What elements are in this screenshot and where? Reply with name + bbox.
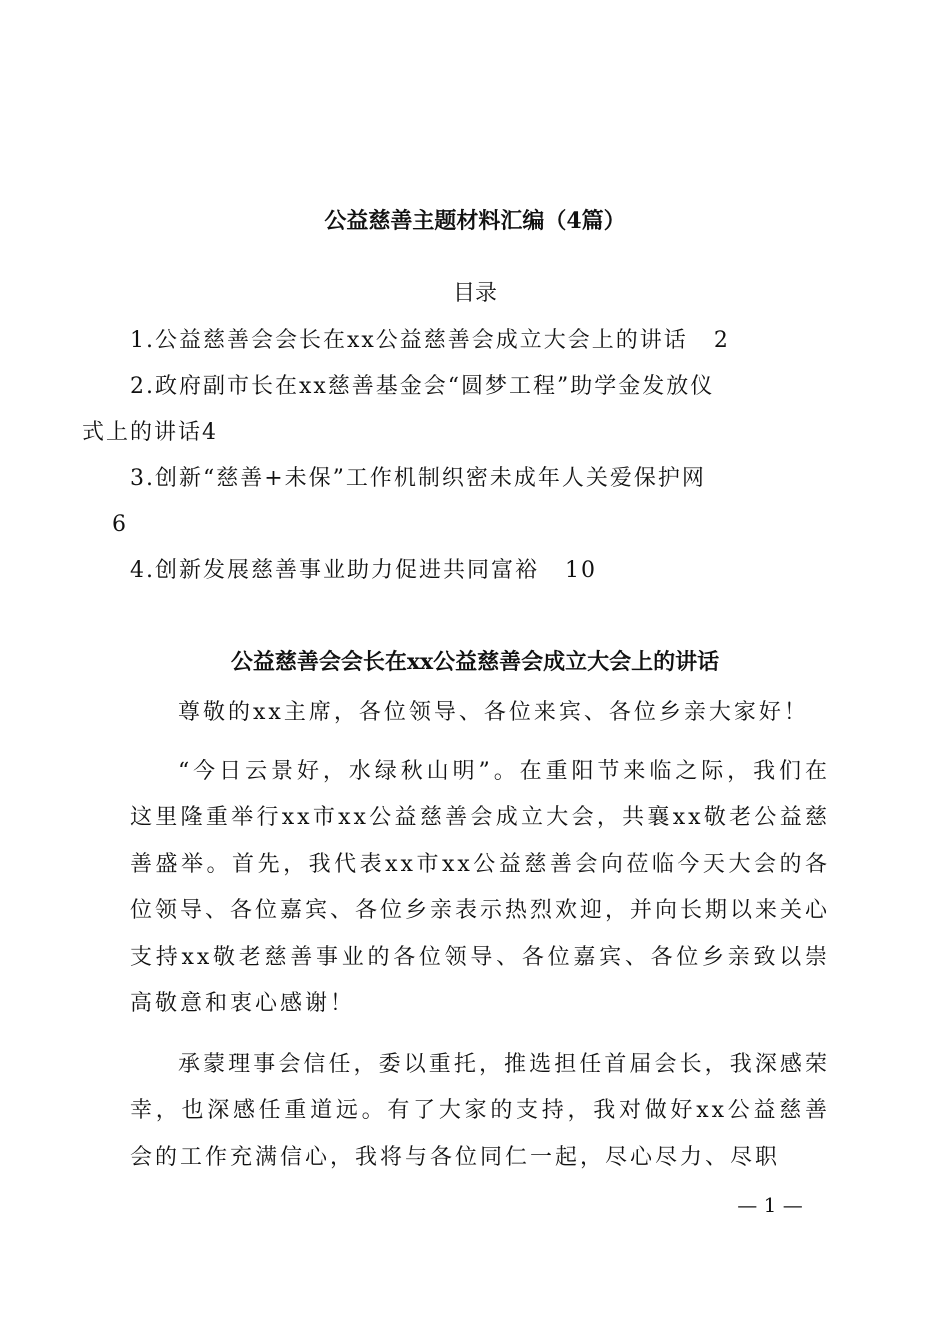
toc-entry-title: 4.创新发展慈善事业助力促进共同富裕: [130, 558, 539, 583]
toc-entry[interactable]: [130, 320, 830, 366]
paragraph: 承蒙理事会信任，委以重托，推选担任首届会长，我深感荣幸，也深感任重道远。有了大家的支持，我对做好xx公益慈善会的工作充满信心，我将与各位同仁一起，尽心尽力、尽职: [130, 1051, 830, 1170]
toc-entry[interactable]: [82, 366, 830, 458]
section-title: 公益慈善会会长在xx公益慈善会成立大会上的讲话: [230, 649, 720, 675]
table-of-contents: [82, 320, 830, 596]
toc-entry-title-cont: 式上的讲话: [82, 420, 203, 445]
toc-entry-page: 4: [202, 420, 219, 445]
page-number: — 1 —: [737, 1193, 803, 1217]
toc-entry-title: 1.公益慈善会会长在xx公益慈善会成立大会上的讲话: [130, 328, 688, 353]
toc-entry-title: 3.创新“慈善+未保”工作机制织密未成年人关爱保护网: [130, 466, 706, 491]
toc-entry[interactable]: [112, 458, 830, 550]
document-title: 公益慈善主题材料汇编（4篇）: [324, 208, 626, 234]
toc-entry-title: 2.政府副市长在xx慈善基金会“圆梦工程”助学金发放仪: [130, 374, 715, 399]
toc-entry[interactable]: [130, 550, 830, 596]
paragraph: 尊敬的xx主席，各位领导、各位来宾、各位乡亲大家好！: [178, 700, 809, 725]
toc-entry-page: 6: [112, 512, 128, 537]
toc-entry-page: 2: [713, 328, 730, 353]
toc-heading: 目录: [452, 281, 497, 306]
paragraph: “今日云景好，水绿秋山明”。在重阳节来临之际，我们在这里隆重举行xx市xx公益慈善会成立大会，共襄xx敬老公益慈善盛举。首先，我代表xx市xx公益慈善会向莅临今天大会的各位领导、各位嘉宾、各位乡亲表示热烈欢迎，并向长期以来关心支持xx敬老慈善事业的各位领导、各位嘉宾、各位乡亲致以崇高敬意和衷心感谢！: [130, 758, 831, 1016]
body-text: [130, 690, 830, 1193]
toc-entry-page: 10: [565, 558, 597, 583]
